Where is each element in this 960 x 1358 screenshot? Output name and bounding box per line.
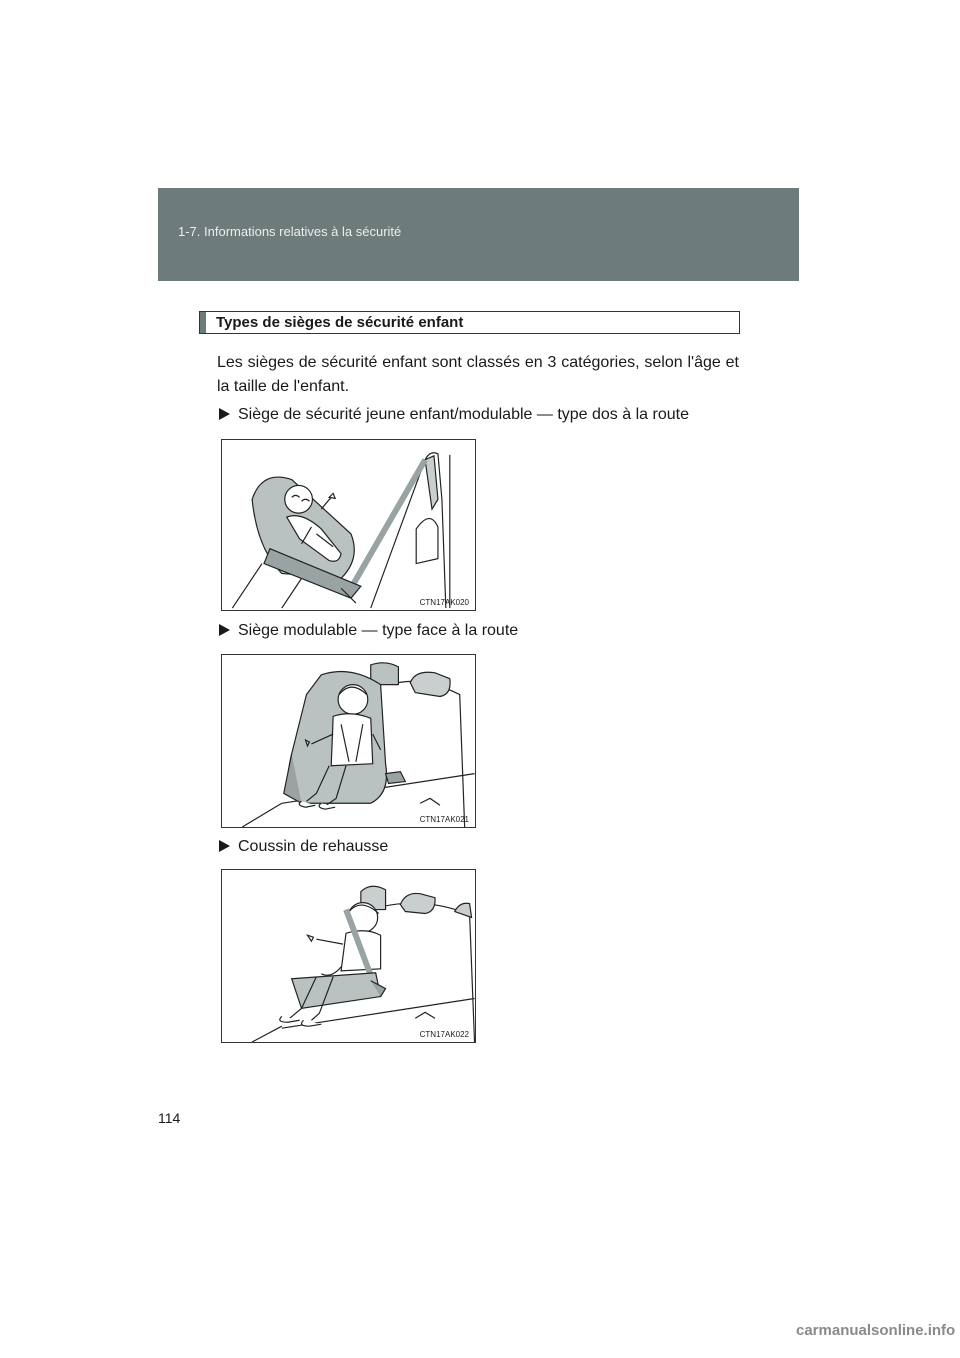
illustration-forward-facing-seat bbox=[221, 654, 476, 828]
forward-facing-seat-drawing bbox=[222, 655, 475, 827]
intro-paragraph: Les sièges de sécurité enfant sont classés en 3 catégories, selon l'âge et la taille de l'enfant. bbox=[217, 354, 739, 395]
list-item-label: Siège modulable — type face à la route bbox=[238, 622, 519, 639]
list-item-label: Siège de sécurité jeune enfant/modulable — type dos à la route bbox=[238, 406, 689, 423]
figure-code: CTN17AK020 bbox=[419, 598, 469, 607]
illustration-rear-facing-seat bbox=[221, 439, 476, 611]
heading-accent-bar bbox=[200, 312, 206, 333]
bullet-triangle-icon bbox=[219, 840, 230, 852]
section-title: 1-7. Informations relatives à la sécurité bbox=[178, 224, 402, 239]
list-item-booster bbox=[219, 837, 388, 857]
illustration-booster-cushion bbox=[221, 869, 476, 1043]
watermark: carmanualsonline.info bbox=[796, 1322, 956, 1339]
heading-text: Types de sièges de sécurité enfant bbox=[216, 314, 464, 331]
figure-code: CTN17AK021 bbox=[419, 815, 469, 824]
list-item-forward-facing bbox=[219, 621, 518, 641]
rear-facing-seat-drawing bbox=[222, 440, 475, 610]
page-number: 114 bbox=[158, 1110, 181, 1126]
figure-code: CTN17AK022 bbox=[419, 1030, 469, 1039]
booster-cushion-drawing bbox=[222, 870, 475, 1042]
list-item-rear-facing bbox=[219, 405, 689, 425]
subsection-heading bbox=[199, 311, 740, 334]
bullet-triangle-icon bbox=[219, 408, 230, 420]
bullet-triangle-icon bbox=[219, 624, 230, 636]
list-item-label: Coussin de rehausse bbox=[238, 838, 389, 855]
